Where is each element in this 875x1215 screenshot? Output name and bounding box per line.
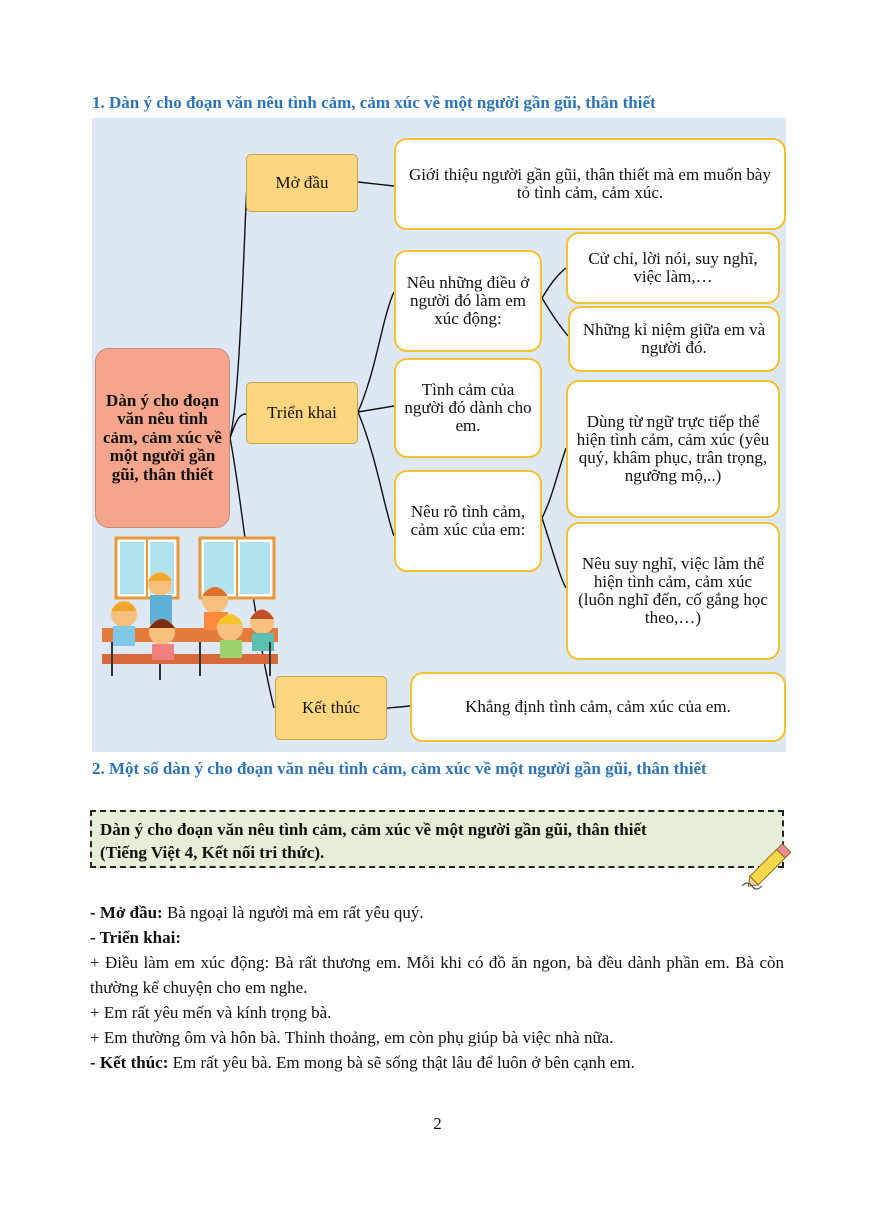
para-xuc-dong: + Điều làm em xúc động: Bà rất thương em. Mỗi khi có đồ ăn ngon, bà đều dành phần em. Bà còn thường kể chuyện cho em nghe. xyxy=(90,953,784,997)
section-heading-2: 2. Một số dàn ý cho đoạn văn nêu tình cảm, cảm xúc về một người gần gũi, thân thiết xyxy=(92,759,707,778)
pencil-icon xyxy=(740,836,802,894)
root-node: Dàn ý cho đoạn văn nêu tình cảm, cảm xúc về một người gần gũi, thân thiết xyxy=(95,348,230,528)
callout-line-2: (Tiếng Việt 4, Kết nối tri thức). xyxy=(100,842,325,862)
classroom-kids-illustration xyxy=(100,536,278,681)
leaf-cu-chi: Cử chỉ, lời nói, suy nghĩ, việc làm,… xyxy=(566,232,780,304)
section-heading-1: 1. Dàn ý cho đoạn văn nêu tình cảm, cảm xúc về một người gần gũi, thân thiết xyxy=(92,93,656,112)
branch-trien-khai: Triển khai xyxy=(246,382,358,444)
text-mo-dau: Bà ngoại là người mà em rất yêu quý. xyxy=(162,903,424,922)
label-trien-khai: - Triển khai: xyxy=(90,928,181,947)
outline-mindmap xyxy=(92,118,786,752)
sub-node-xuc-dong: Nêu những điều ở người đó làm em xúc động: xyxy=(394,250,542,352)
para-mo-dau xyxy=(90,900,784,925)
leaf-ki-niem: Những kỉ niệm giữa em và người đó. xyxy=(568,306,780,372)
sub-node-cam-xuc: Nêu rõ tình cảm, cảm xúc của em: xyxy=(394,470,542,572)
para-trien-khai xyxy=(90,925,784,950)
leaf-mo-dau: Giới thiệu người gần gũi, thân thiết mà em muốn bày tỏ tình cảm, cảm xúc. xyxy=(394,138,786,230)
outline-title-callout xyxy=(90,810,784,868)
leaf-ket-thuc: Khẳng định tình cảm, cảm xúc của em. xyxy=(410,672,786,742)
para-yeu-men: + Em rất yêu mến và kính trọng bà. xyxy=(90,1003,332,1022)
para-om-hon: + Em thường ôm và hôn bà. Thỉnh thoảng, em còn phụ giúp bà việc nhà nữa. xyxy=(90,1028,614,1047)
para-ket-thuc xyxy=(90,1050,784,1075)
sample-outline-text xyxy=(90,900,784,1075)
leaf-tu-ngu: Dùng từ ngữ trực tiếp thể hiện tình cảm, cảm xúc (yêu quý, khâm phục, trân trọng, ngưỡng mộ,..) xyxy=(566,380,780,518)
page-number: 2 xyxy=(433,1114,442,1133)
label-mo-dau: - Mở đầu: xyxy=(90,903,163,922)
text-ket-thuc: Em rất yêu bà. Em mong bà sẽ sống thật lâu để luôn ở bên cạnh em. xyxy=(168,1053,635,1072)
callout-line-1: Dàn ý cho đoạn văn nêu tình cảm, cảm xúc về một người gần gũi, thân thiết xyxy=(100,820,647,839)
branch-ket-thuc: Kết thúc xyxy=(275,676,387,740)
leaf-suy-nghi: Nêu suy nghĩ, việc làm thể hiện tình cảm, cảm xúc (luôn nghĩ đến, cố gắng học theo,…) xyxy=(566,522,780,660)
branch-mo-dau: Mở đầu xyxy=(246,154,358,212)
sub-node-tinh-cam: Tình cảm của người đó dành cho em. xyxy=(394,358,542,458)
label-ket-thuc: - Kết thúc: xyxy=(90,1053,169,1072)
